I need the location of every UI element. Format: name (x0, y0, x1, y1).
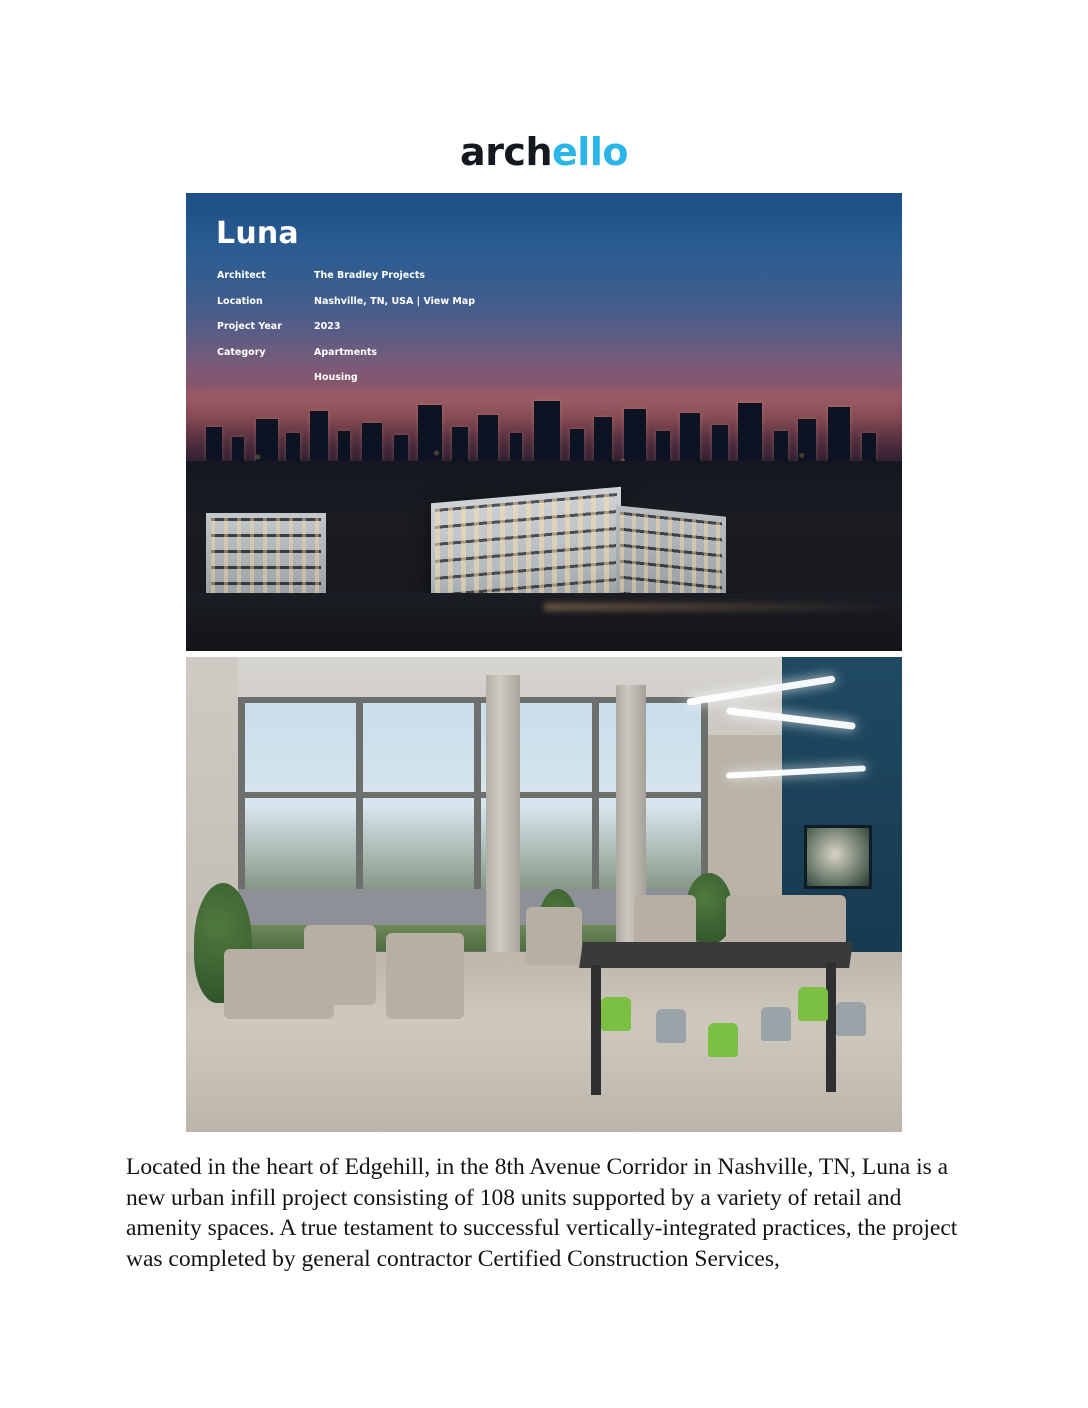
lobby-armchair (304, 925, 376, 1005)
meta-value-housing[interactable]: Housing (314, 372, 358, 383)
site-logo[interactable] (0, 130, 1088, 174)
meta-value-category[interactable]: Apartments (314, 346, 378, 358)
lobby-communal-table (579, 942, 853, 968)
lobby-stool (836, 1002, 866, 1036)
meta-row-category (217, 348, 475, 358)
meta-label: Architect (217, 270, 266, 281)
meta-value: 2023 (314, 321, 341, 332)
lobby-wall-art (804, 825, 872, 889)
lobby-stool (708, 1023, 738, 1057)
meta-row-architect (217, 271, 475, 281)
project-title: Luna (216, 216, 299, 251)
hero-image (186, 193, 902, 651)
meta-row-category-secondary (217, 373, 475, 383)
meta-label: Project Year (217, 321, 282, 332)
meta-label-empty (217, 373, 314, 383)
table-leg (591, 965, 601, 1095)
lobby-stool (601, 997, 631, 1031)
meta-label: Location (217, 295, 263, 307)
lobby-sofa (726, 895, 846, 947)
lobby-image (186, 657, 902, 1132)
meta-row-project-year (217, 322, 475, 332)
lobby-stool (761, 1007, 791, 1041)
table-leg (826, 962, 836, 1092)
meta-row-location (217, 297, 475, 307)
logo-text-dark: arch (460, 130, 553, 174)
logo-text-accent: ello (552, 130, 628, 174)
logo-text (460, 130, 628, 174)
lobby-chair (634, 895, 696, 947)
lobby-chair (526, 907, 582, 965)
article-paragraph: Located in the heart of Edgehill, in the 8th Avenue Corridor in Nashville, TN, Luna is a new urban infill project consisting of 108 units supported by a variety of retail and amenity spaces. A true testament to successful vertically-integrated practices, the project was completed by general contractor Certified Construction Services, (126, 1154, 958, 1272)
lobby-stool (798, 987, 828, 1021)
hero-road (186, 593, 902, 651)
meta-label: Category (217, 346, 266, 358)
project-meta-list (217, 271, 475, 399)
lobby-armchair (386, 933, 464, 1019)
meta-value: The Bradley Projects (314, 270, 426, 281)
meta-value-location[interactable]: Nashville, TN, USA | View Map (314, 295, 476, 307)
lobby-stool (656, 1009, 686, 1043)
